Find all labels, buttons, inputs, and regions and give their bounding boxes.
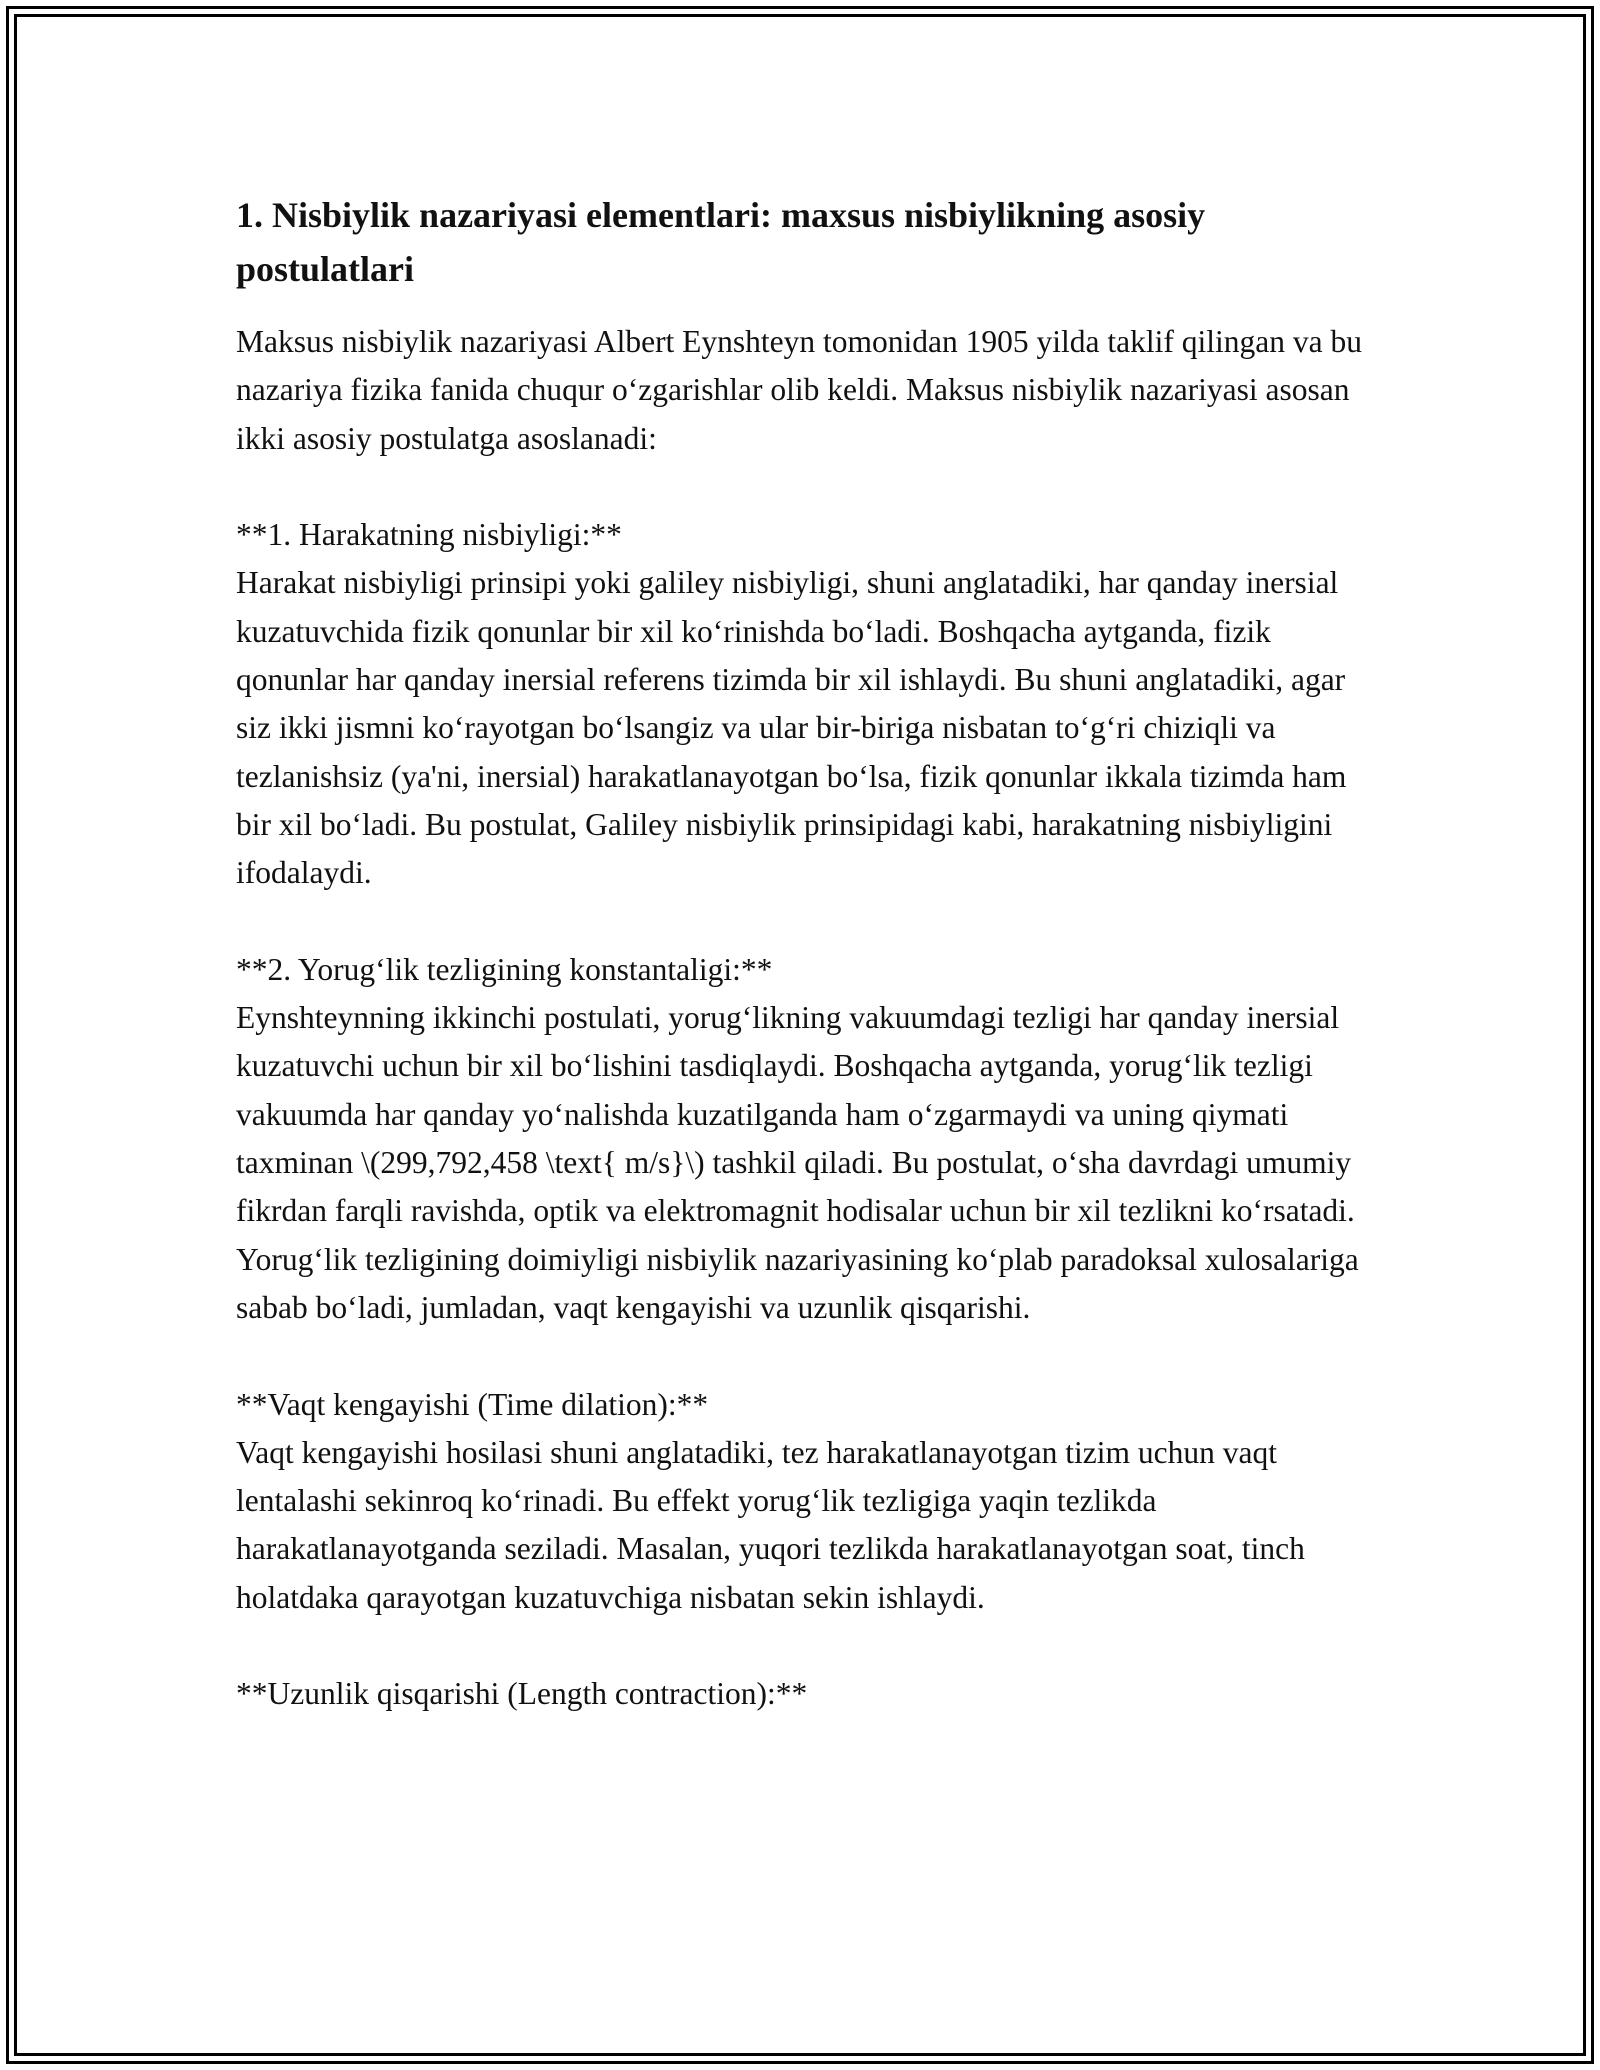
section-heading: **1. Harakatning nisbiyligi:** [236,517,622,553]
section-time-dilation [236,1381,1376,1622]
document-page [236,188,1376,1719]
section-light-speed-constancy [236,946,1376,1332]
section-relativity-of-motion [236,511,1376,897]
section-body: Vaqt kengayishi hosilasi shuni anglatadiki, tez harakatlanayotgan tizim uchun vaqt lentalashi sekinroq ko‘rinadi. Bu effekt yorug‘lik tezligiga yaqin tezlikda harakatlanayotganda seziladi. Masalan, yuqori tezlikda harakatlanayotgan soat, tinch holatdaka qarayotgan kuzatuvchiga nisbatan sekin ishlaydi. [236,1434,1305,1615]
paragraph-gap [236,898,1376,946]
document-title: 1. Nisbiylik nazariyasi elementlari: maxsus nisbiylikning asosiy postulatlari [236,195,1206,289]
intro-paragraph: Maksus nisbiylik nazariyasi Albert Eynshteyn tomonidan 1905 yilda taklif qilingan va bu nazariya fizika fanida chuqur o‘zgarishlar olib keldi. Maksus nisbiylik nazariyasi asosan ikki asosiy postulatga asoslanadi: [236,324,1362,456]
paragraph-gap [236,1332,1376,1380]
section-heading: **2. Yorug‘lik tezligining konstantaligi:** [236,951,773,987]
paragraph-gap [236,1622,1376,1670]
paragraph-gap [236,463,1376,511]
section-body: Eynshteynning ikkinchi postulati, yorug‘likning vakuumdagi tezligi har qanday inersial kuzatuvchi uchun bir xil bo‘lishini tasdiqlaydi. Boshqacha aytganda, yorug‘lik tezligi vakuumda har qanday yo‘nalishda kuzatilganda ham o‘zgarmaydi va uning qiymati taxminan \(299,792,458 \text{ m/s}\) tashkil qiladi. Bu postulat, o‘sha davrdagi umumiy fikrdan farqli ravishda, optik va elektromagnit hodisalar uchun bir xil tezlikni ko‘rsatadi. Yorug‘lik tezligining doimiyligi nisbiylik nazariyasining ko‘plab paradoksal xulosalariga sabab bo‘ladi, jumladan, vaqt kengayishi va uzunlik qisqarishi. [236,1000,1359,1325]
section-body: Harakat nisbiyligi prinsipi yoki galiley nisbiyligi, shuni anglatadiki, har qanday inersial kuzatuvchida fizik qonunlar bir xil ko‘rinishda bo‘ladi. Boshqacha aytganda, fizik qonunlar har qanday inersial referens tizimda bir xil ishlaydi. Bu shuni anglatadiki, agar siz ikki jismni ko‘rayotgan bo‘lsangiz va ular bir-biriga nisbatan to‘g‘ri chiziqli va tezlanishsiz (ya'ni, inersial) harakatlanayotgan bo‘lsa, fizik qonunlar ikkala tizimda ham bir xil bo‘ladi. Bu postulat, Galiley nisbiylik prinsipidagi kabi, harakatning nisbiyligini ifodalaydi. [236,565,1347,891]
section-heading: **Uzunlik qisqarishi (Length contraction):** [236,1676,808,1712]
section-length-contraction [236,1670,1376,1718]
section-heading: **Vaqt kengayishi (Time dilation):** [236,1386,709,1422]
